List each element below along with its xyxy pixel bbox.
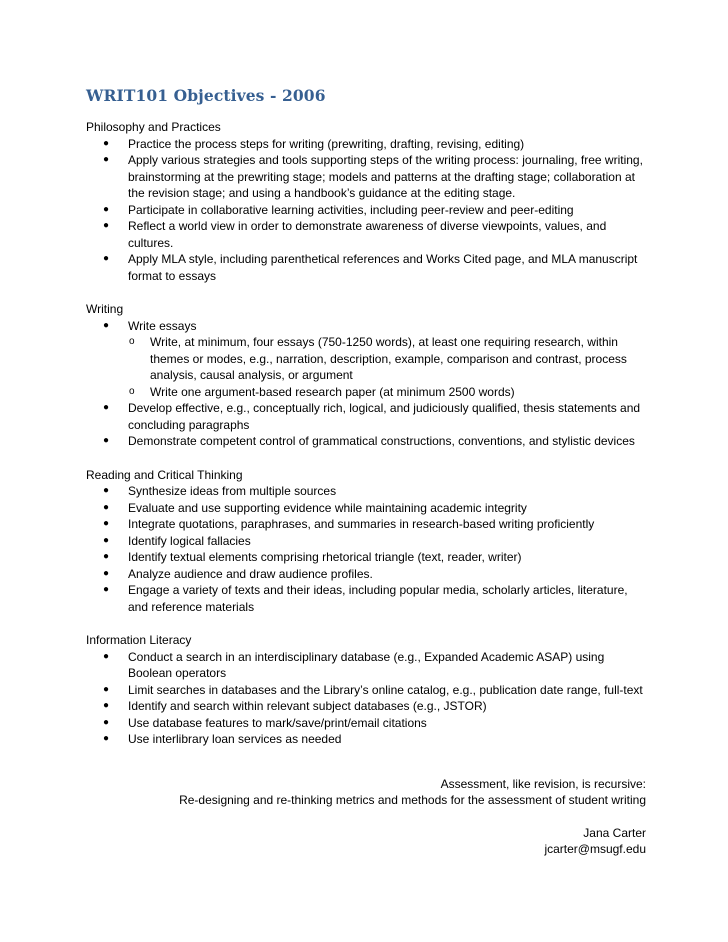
list-item (86, 400, 646, 433)
sub-bullet-list (86, 334, 646, 400)
list-item (86, 318, 646, 335)
list-item-text: Participate in collaborative learning activities, including peer-review and peer-editing (128, 202, 574, 217)
bullet-icon: ● (103, 402, 110, 413)
footer-line-1: Assessment, like revision, is recursive: (440, 776, 646, 791)
list-item-text: Use interlibrary loan services as needed (128, 732, 342, 746)
list-item-text: Practice the process steps for writing (prewriting, drafting, revising, editing) (128, 136, 525, 151)
sub-list-item-text: Write one argument-based research paper (at minimum 2500 words) (150, 384, 515, 399)
bullet-icon: ● (103, 319, 110, 331)
author-name: Jana Carter (583, 825, 646, 840)
list-item-text: Apply various strategies and tools supporting steps of the writing process: journaling, free writing, brainstorming at the prewriting stage; models and patterns at the drafting stage; collaboration at the revision stage; and using a handbook’s guidance at the editing stage. (128, 153, 643, 200)
section-information-literacy (86, 632, 646, 748)
list-item-text: Conduct a search in an interdisciplinary database (e.g., Expanded Academic ASAP) using Boolean operators (128, 649, 605, 680)
list-item-text: Analyze audience and draw audience profiles. (128, 566, 373, 581)
list-item-text: Apply MLA style, including parenthetical references and Works Cited page, and MLA manuscript format to essays (128, 252, 638, 283)
list-item (86, 202, 646, 219)
bullet-icon: ● (103, 733, 110, 744)
section-heading: Information Literacy (86, 633, 192, 647)
section-reading (86, 467, 646, 616)
bullet-icon: ● (103, 534, 110, 546)
footer-line-2: Re-designing and re-thinking metrics and methods for the assessment of student writing (179, 793, 646, 807)
list-item (86, 152, 646, 202)
bullet-icon: ● (103, 551, 110, 562)
bullet-icon: ● (103, 700, 110, 711)
section-heading: Writing (86, 302, 124, 316)
list-item-text: Integrate quotations, paraphrases, and summaries in research-based writing proficiently (128, 517, 595, 531)
list-item-text: Use database features to mark/save/print/email citations (128, 715, 427, 730)
bullet-icon: ● (103, 567, 110, 579)
list-item (86, 483, 646, 500)
list-item-text: Write essays (128, 318, 197, 333)
list-item (86, 516, 646, 533)
list-item (86, 566, 646, 583)
document-page (86, 85, 646, 858)
bullet-icon: ● (103, 501, 110, 513)
section-writing (86, 301, 646, 450)
list-item (86, 218, 646, 251)
sub-bullet-icon: o (129, 336, 135, 347)
bullet-icon: ● (103, 716, 110, 728)
bullet-icon: ● (103, 584, 110, 595)
list-item (86, 682, 646, 699)
list-item (86, 500, 646, 517)
list-item-text: Reflect a world view in order to demonstrate awareness of diverse viewpoints, values, and cultures. (128, 219, 607, 250)
list-item-text: Synthesize ideas from multiple sources (128, 484, 337, 498)
list-item (86, 731, 646, 748)
bullet-icon: ● (103, 650, 110, 662)
list-item (86, 698, 646, 715)
sub-list-item (86, 334, 646, 384)
list-item (86, 582, 646, 615)
section-philosophy (86, 119, 646, 284)
list-item (86, 533, 646, 550)
sub-list-item (86, 384, 646, 401)
list-item-text: Develop effective, e.g., conceptually rich, logical, and judiciously qualified, thesis statements and concluding paragraphs (128, 401, 641, 432)
list-item (86, 251, 646, 284)
bullet-icon: ● (103, 435, 110, 446)
bullet-list (86, 649, 646, 748)
document-footer (86, 776, 646, 858)
list-item-text: Limit searches in databases and the Library’s online catalog, e.g., publication date range, full-text (128, 682, 643, 697)
list-item-text: Demonstrate competent control of grammatical constructions, conventions, and stylistic devices (128, 434, 635, 448)
bullet-icon: ● (103, 203, 110, 215)
document-title: WRIT101 Objectives - 2006 (86, 86, 326, 105)
bullet-list (86, 483, 646, 615)
section-heading: Reading and Critical Thinking (86, 467, 243, 482)
sub-list-item-text: Write, at minimum, four essays (750-1250 words), at least one requiring research, within themes or modes, e.g., narration, description, example, comparison and contrast, process analysis, causal analysis, or argument (150, 335, 627, 382)
list-item-text: Identify and search within relevant subject databases (e.g., JSTOR) (128, 699, 487, 713)
bullet-icon: ● (103, 485, 110, 496)
list-item (86, 549, 646, 566)
list-item (86, 433, 646, 450)
author-email: jcarter@msugf.edu (544, 842, 646, 856)
section-heading: Philosophy and Practices (86, 120, 221, 134)
sub-bullet-icon: o (129, 385, 135, 397)
bullet-list (86, 400, 646, 450)
list-item (86, 136, 646, 153)
list-item-text: Evaluate and use supporting evidence while maintaining academic integrity (128, 500, 527, 515)
bullet-icon: ● (103, 518, 110, 529)
bullet-icon: ● (103, 154, 110, 165)
list-item-text: Identify logical fallacies (128, 533, 251, 548)
bullet-list (86, 318, 646, 335)
list-item (86, 649, 646, 682)
bullet-list (86, 136, 646, 285)
list-item-text: Identify textual elements comprising rhetorical triangle (text, reader, writer) (128, 550, 522, 564)
bullet-icon: ● (103, 220, 110, 231)
bullet-icon: ● (103, 253, 110, 264)
bullet-icon: ● (103, 137, 110, 149)
list-item-text: Engage a variety of texts and their ideas, including popular media, scholarly articles, literature, and reference materials (128, 583, 628, 614)
bullet-icon: ● (103, 683, 110, 695)
list-item (86, 715, 646, 732)
